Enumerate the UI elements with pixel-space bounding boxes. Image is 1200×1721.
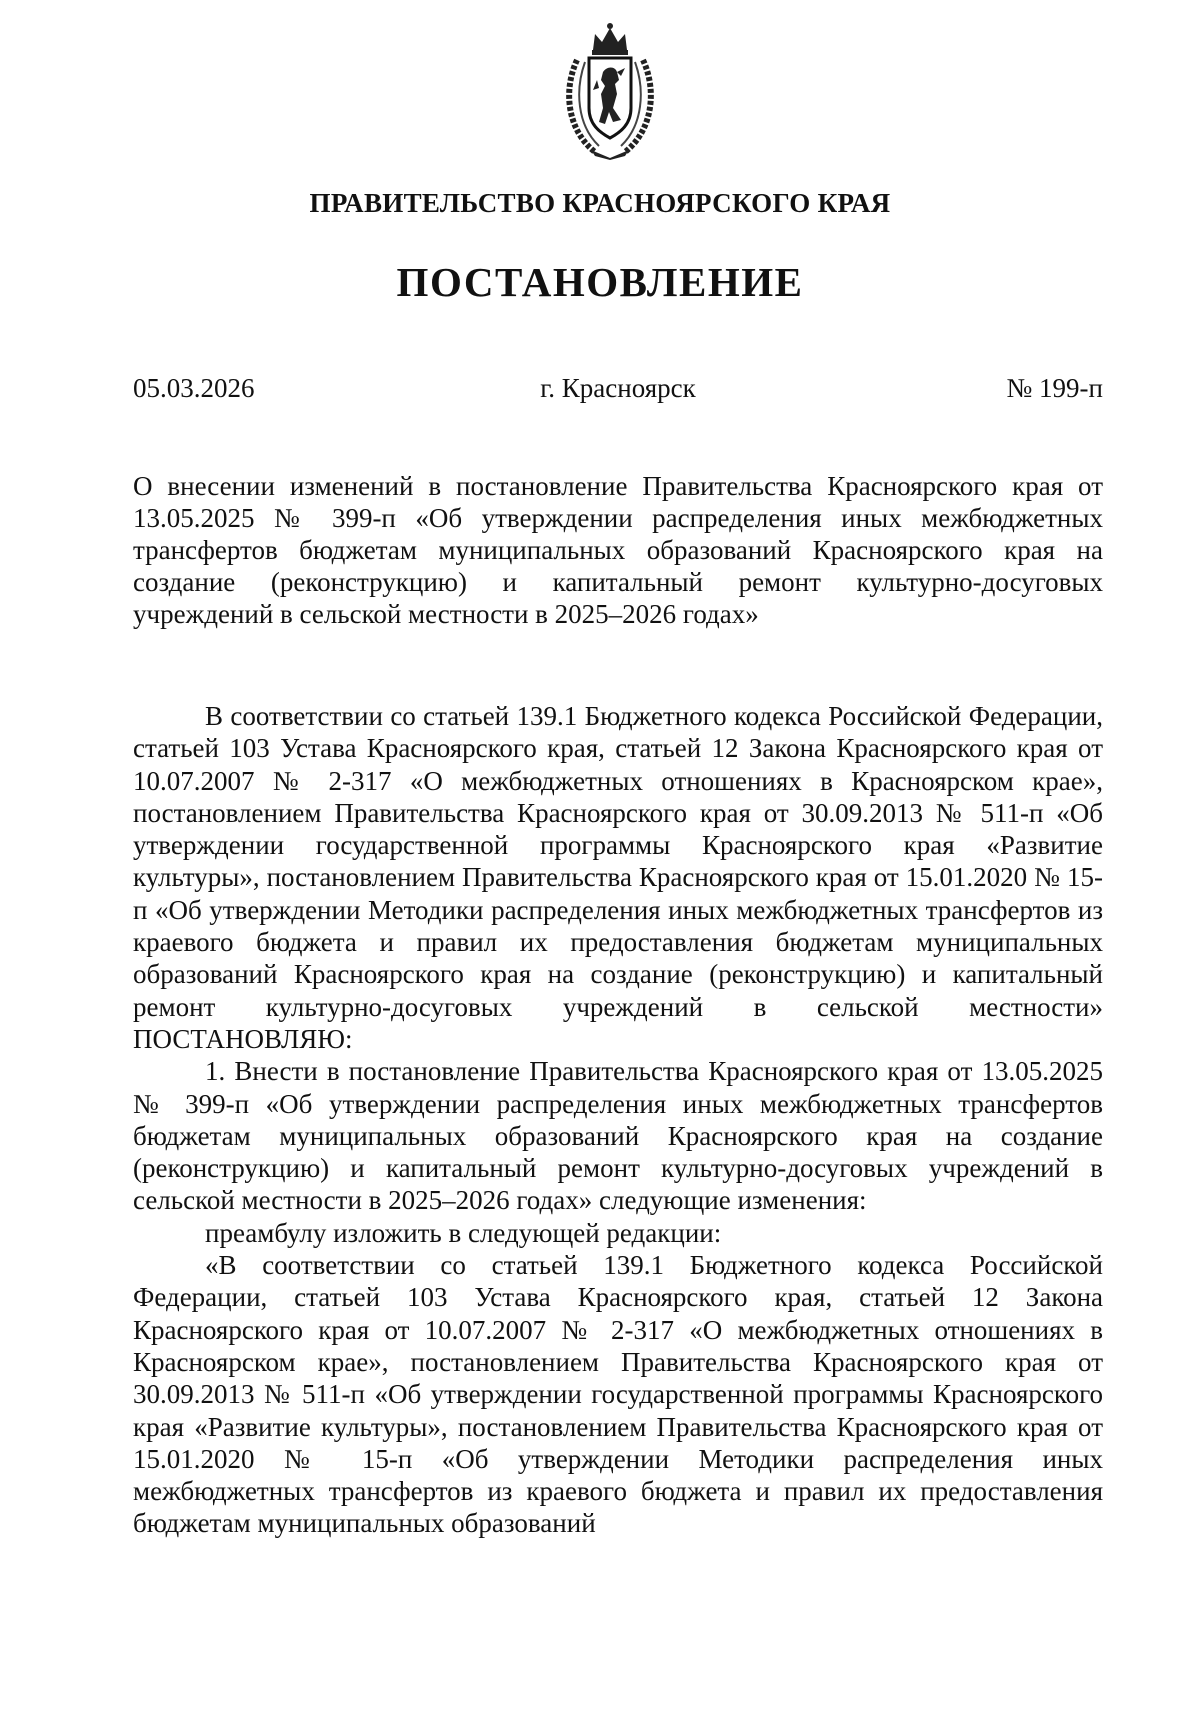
document-type-heading: ПОСТАНОВЛЕНИЕ <box>396 259 804 305</box>
document-meta-row <box>133 373 1103 407</box>
document-subject: О внесении изменений в постановление Правительства Красноярского края от 13.05.2025 № 399-п «Об утверждении распределения иных межбюджетных трансфертов бюджетам муниципальных образований Красноярского края на создание (реконструкцию) и капитальный ремонт культурно-досуговых учреждений в сельской местности в 2025–2026 годах» <box>133 471 1103 629</box>
document-body <box>133 700 1103 1540</box>
body-paragraph: 1. Внести в постановление Правительства Красноярского края от 13.05.2025 № 399-п «Об утверждении распределения иных межбюджетных трансфертов бюджетам муниципальных образований Красноярского края на создание (реконструкцию) и капитальный ремонт культурно-досуговых учреждений в сельской местности в 2025–2026 годах» следующие изменения: <box>133 1056 1103 1216</box>
body-paragraph: преамбулу изложить в следующей редакции: <box>205 1217 722 1248</box>
body-paragraph: В соответствии со статьей 139.1 Бюджетного кодекса Российской Федерации, статьей 103 Устава Красноярского края, статьей 12 Закона Красноярского края от 10.07.2007 № 2-317 «О межбюджетных отношениях в Красноярском крае», постановлением Правительства Красноярского края от 30.09.2013 № 511-п «Об утверждении государственной программы Красноярского края «Развитие культуры», постановлением Правительства Красноярского края от 15.01.2020 № 15-п «Об утверждении Методики распределения иных межбюджетных трансфертов из краевого бюджета и правил их предоставления бюджетам муниципальных образований Красноярского края на создание (реконструкцию) и капитальный ремонт культурно-досуговых учреждений в сельской местности» ПОСТАНОВЛЯЮ: <box>133 701 1103 1054</box>
document-city: г. Красноярск <box>540 373 696 403</box>
document-date: 05.03.2026 <box>133 373 255 403</box>
coat-of-arms-icon <box>555 20 665 160</box>
document-number: № 199-п <box>1006 373 1103 403</box>
body-paragraph: «В соответствии со статьей 139.1 Бюджетного кодекса Российской Федерации, статьей 103 Устава Красноярского края, статьей 12 Закона Красноярского края от 10.07.2007 № 2-317 «О межбюджетных отношениях в Красноярском крае», постановлением Правительства Красноярского края от 30.09.2013 № 511-п «Об утверждении государственной программы Красноярского края «Развитие культуры», постановлением Правительства Красноярского края от 15.01.2020 № 15-п «Об утверждении Методики распределения иных межбюджетных трансфертов из краевого бюджета и правил их предоставления бюджетам муниципальных образований <box>133 1250 1103 1539</box>
government-title: ПРАВИТЕЛЬСТВО КРАСНОЯРСКОГО КРАЯ <box>309 188 891 218</box>
